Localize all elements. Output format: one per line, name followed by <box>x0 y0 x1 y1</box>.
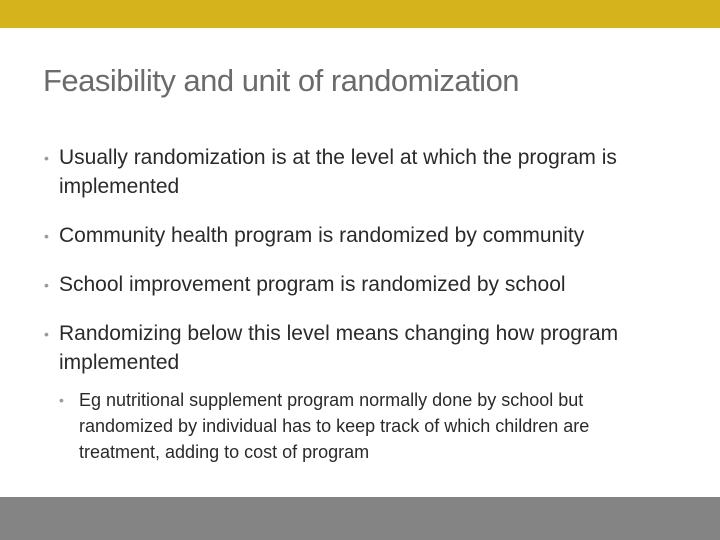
sub-bullet-list <box>59 387 694 465</box>
sub-bullet-icon: • <box>59 392 64 408</box>
slide-title: Feasibility and unit of randomization <box>43 63 520 98</box>
bullet-item <box>44 221 694 250</box>
bullet-icon: • <box>44 150 49 166</box>
sub-bullet-text: Eg nutritional supplement program normally done by school but randomized by individual has to keep track of which children are treatment, adding to cost of program <box>79 390 590 462</box>
bullet-list <box>44 143 694 485</box>
bullet-icon: • <box>44 228 49 244</box>
bullet-text: School improvement program is randomized by school <box>59 273 566 296</box>
bottom-footer-band <box>0 497 720 540</box>
bullet-text: Randomizing below this level means changing how program implemented <box>59 322 619 374</box>
top-accent-band <box>0 0 720 28</box>
bullet-icon: • <box>44 326 49 342</box>
bullet-icon: • <box>44 277 49 293</box>
bullet-item <box>44 270 694 299</box>
sub-bullet-item <box>59 387 669 465</box>
bullet-text: Community health program is randomized by community <box>59 224 585 247</box>
bullet-text: Usually randomization is at the level at which the program is implemented <box>59 146 617 198</box>
bullet-item <box>44 143 694 201</box>
bullet-item <box>44 319 694 465</box>
